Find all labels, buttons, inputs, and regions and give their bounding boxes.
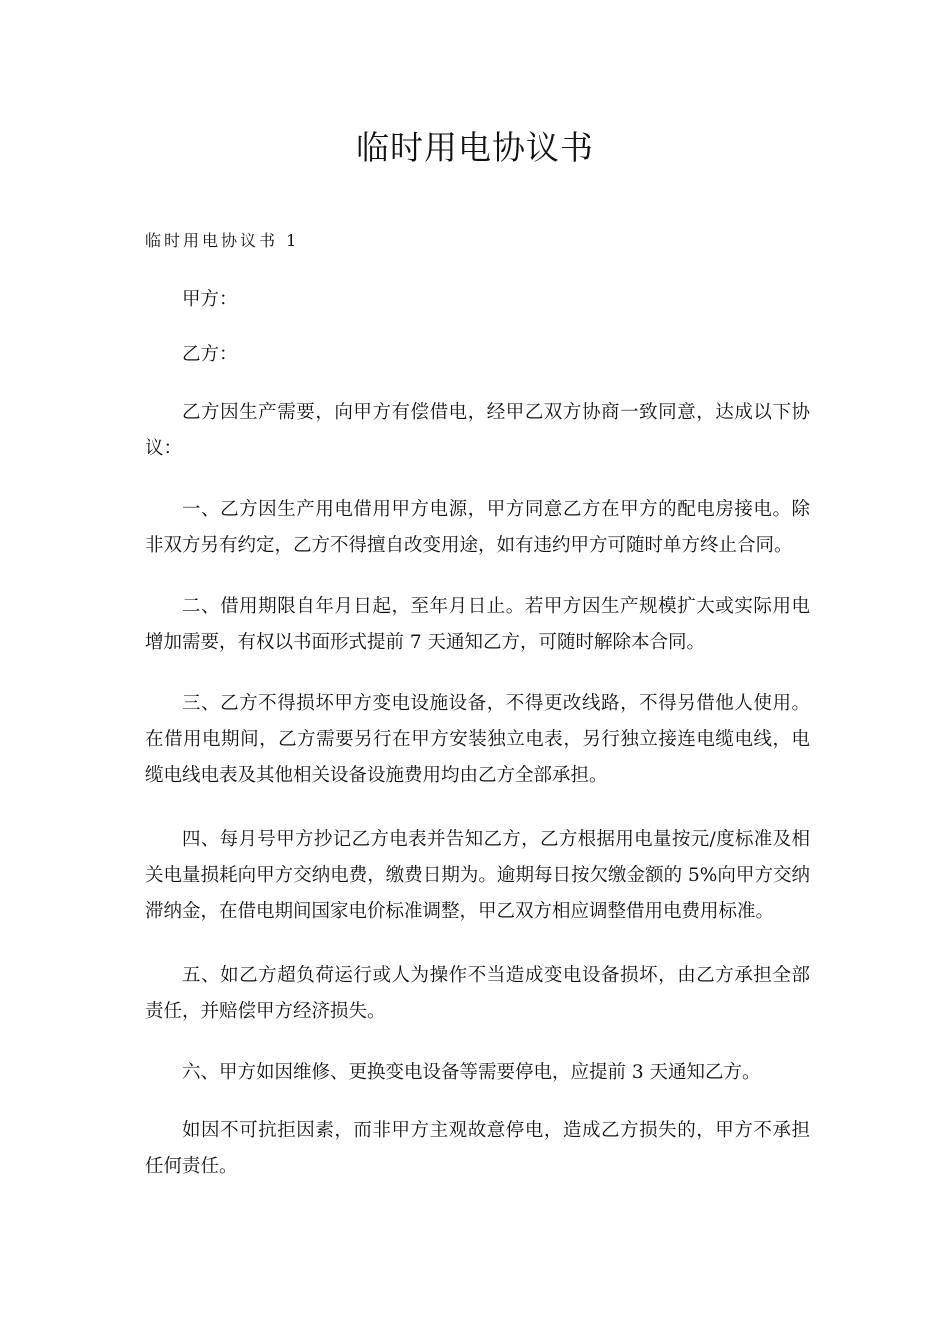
paragraph-clause-6: 六、甲方如因维修、更换变电设备等需要停电，应提前 3 天通知乙方。 [182,1062,761,1083]
paragraph-clause-2: 二、借用期限自年月日起，至年月日止。若甲方因生产规模扩大或实际用电增加需要，有权以书面形式提前 7 天通知乙方，可随时解除本合同。 [145,596,810,653]
paragraph-clause-4: 四、每月号甲方抄记乙方电表并告知乙方，乙方根据用电量按元/度标准及相关电量损耗向甲方交纳电费，缴费日期为。逾期每日按欠缴金额的 5%向甲方交纳滞纳金，在借电期间国家电价标准调整，甲乙双方相应调整借用电费用标准。 [145,829,810,922]
party-a-label: 甲方： [182,289,238,310]
party-b-label: 乙方： [182,344,238,365]
paragraph-clause-5: 五、如乙方超负荷运行或人为操作不当造成变电设备损坏，由乙方承担全部责任，并赔偿甲方经济损失。 [145,965,810,1022]
paragraph-clause-3: 三、乙方不得损坏甲方变电设施设备，不得更改线路，不得另借他人使用。在借用电期间，乙方需要另行在甲方安装独立电表，另行独立接连电缆电线，电缆电线电表及其他相关设备设施费用均由乙方全部承担。 [145,693,810,786]
paragraph-clause-1: 一、乙方因生产用电借用甲方电源，甲方同意乙方在甲方的配电房接电。除非双方另有约定，乙方不得擅自改变用途，如有违约甲方可随时单方终止合同。 [145,499,810,556]
paragraph-force-majeure: 如因不可抗拒因素，而非甲方主观故意停电，造成乙方损失的，甲方不承担任何责任。 [145,1120,810,1177]
paragraph-intro: 乙方因生产需要，向甲方有偿借电，经甲乙双方协商一致同意，达成以下协议： [145,402,810,459]
document-subtitle: 临时用电协议书 1 [145,231,300,250]
document-title: 临时用电协议书 [356,128,594,167]
